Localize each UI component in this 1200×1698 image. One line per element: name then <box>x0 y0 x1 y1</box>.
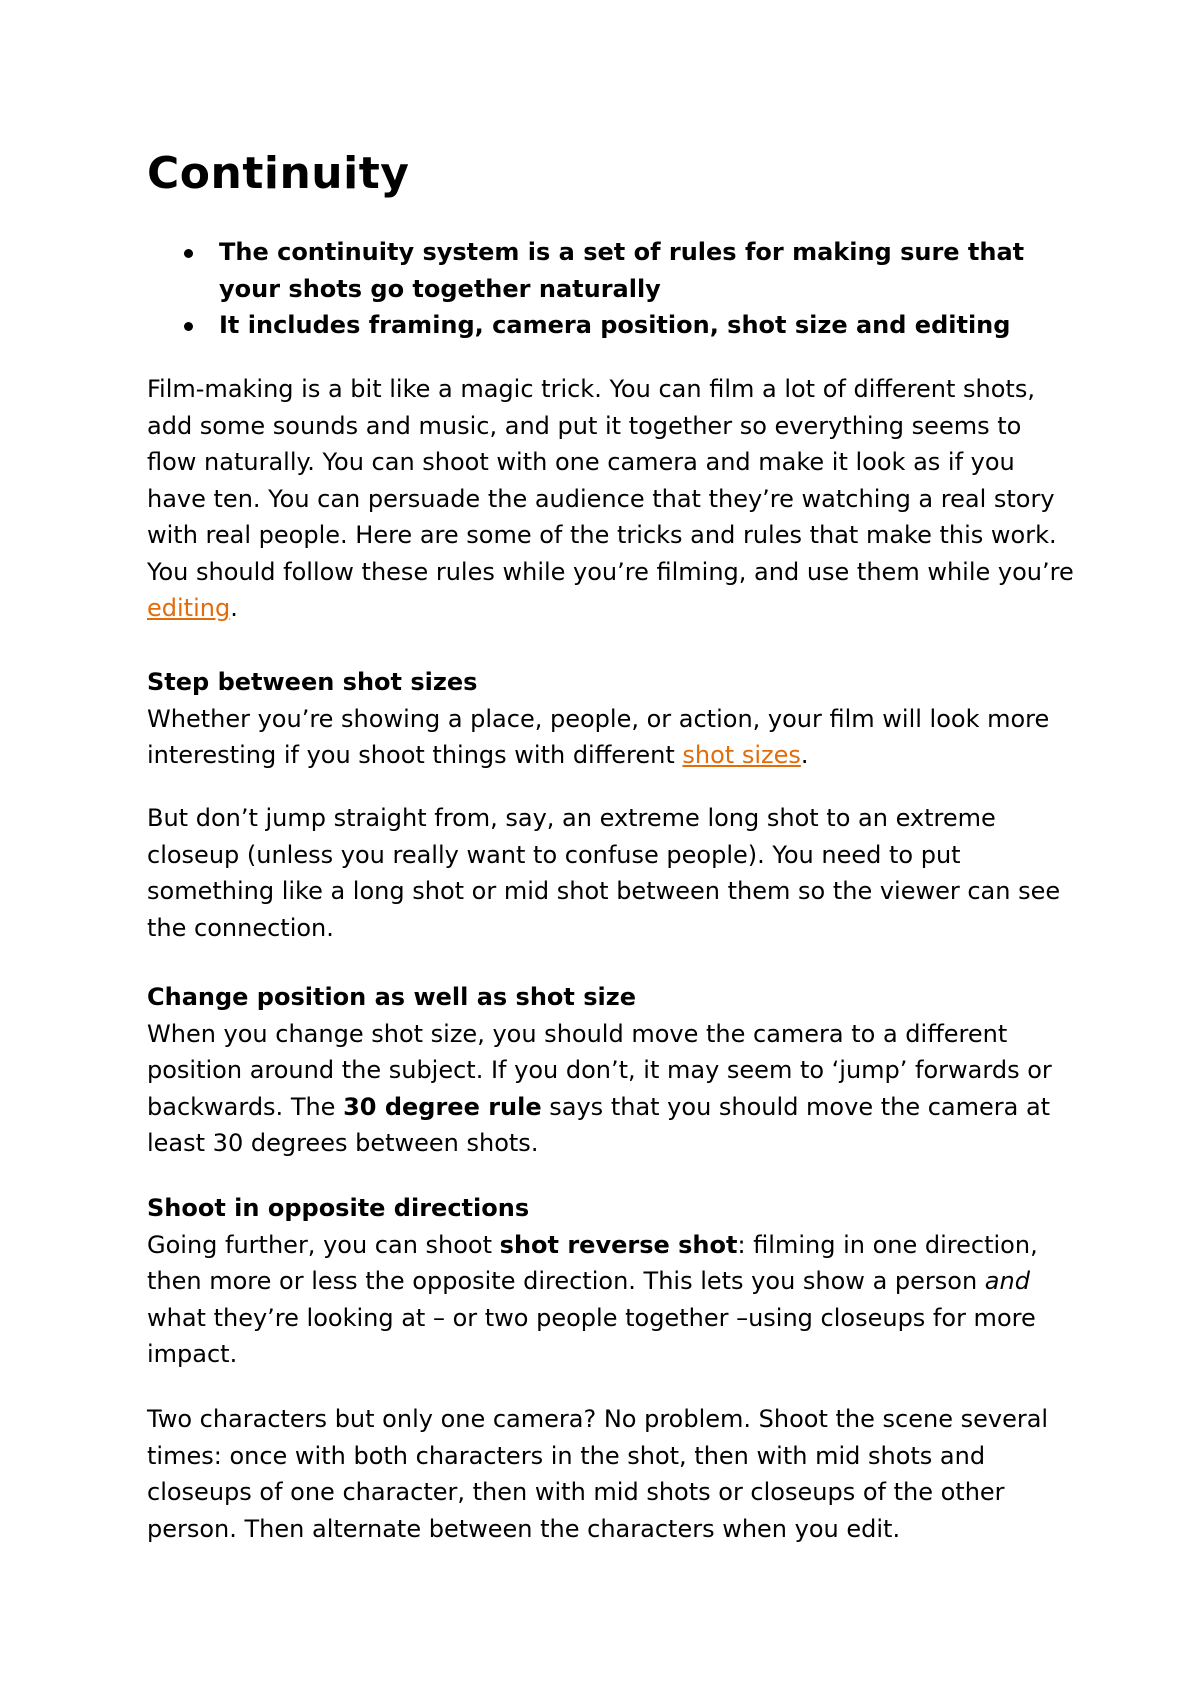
intro-period: . <box>230 594 238 622</box>
bullet-icon <box>184 322 193 331</box>
bullet-text: The continuity system is a set of rules for making sure that your shots go together naturally <box>219 238 1025 303</box>
section-text: Whether you’re showing a place, people, or action, your film will look more interesting if you shoot things with different <box>147 704 1050 769</box>
shot-sizes-link[interactable]: shot sizes <box>682 741 801 769</box>
section-paragraph: But don’t jump straight from, say, an extreme long shot to an extreme closeup (unless you really want to confuse people). You need to put something like a long shot or mid shot between them so the viewer can see the connection. <box>147 804 1061 942</box>
page-title: Continuity <box>147 148 410 199</box>
section-text: says that you should move the camera at least 30 degrees between shots. <box>147 1092 1051 1157</box>
summary-bullet-item <box>147 307 1077 344</box>
section-text: what they’re looking at – or two people together –using closeups for more impact. <box>147 1303 1036 1368</box>
section-text: Going further, you can shoot <box>147 1230 500 1259</box>
intro-text: Film-making is a bit like a magic trick. You can film a lot of different shots, add some sounds and music, and put it together so everything seems to flow naturally. You can shoot with one camera and make it look as if you have ten. You can persuade the audience that they’re watching a real story with real people. Here are some of the tricks and rules that make this work. You should follow these rules while you’re filming, and use them while you’re <box>147 375 1074 586</box>
summary-bullet-list <box>147 234 1077 344</box>
section-period: . <box>800 741 809 769</box>
summary-bullet-item <box>147 234 1077 307</box>
intro-paragraph <box>147 371 1077 627</box>
section-heading: Step between shot sizes <box>147 668 478 696</box>
section-step-between-shot-sizes <box>147 664 1077 774</box>
bullet-text: It includes framing, camera position, shot size and editing <box>219 311 1011 339</box>
section-heading: Shoot in opposite directions <box>147 1194 530 1222</box>
bullet-icon <box>184 249 193 258</box>
section-paragraph: Two characters but only one camera? No problem. Shoot the scene several times: once with both characters in the shot, then with mid shots and closeups of one character, then with mid shots or closeups of the other person. Then alternate between the characters when you edit. <box>147 1405 1049 1543</box>
section-text: : filming in one direction, then more or less the opposite direction. This lets you show a person <box>147 1230 1038 1295</box>
section-text: When you change shot size, you should move the camera to a different position around the subject. If you don’t, it may seem to ‘jump’ forwards or backwards. The <box>147 1019 1052 1121</box>
shot-reverse-shot-term: shot reverse shot <box>499 1230 738 1259</box>
section-heading: Change position as well as shot size <box>147 983 636 1011</box>
section-shoot-opposite-directions <box>147 1190 1077 1373</box>
thirty-degree-rule-term: 30 degree rule <box>343 1092 542 1121</box>
emphasis-and: and <box>984 1267 1030 1295</box>
editing-link[interactable]: editing <box>147 594 231 622</box>
section-change-position <box>147 979 1077 1162</box>
